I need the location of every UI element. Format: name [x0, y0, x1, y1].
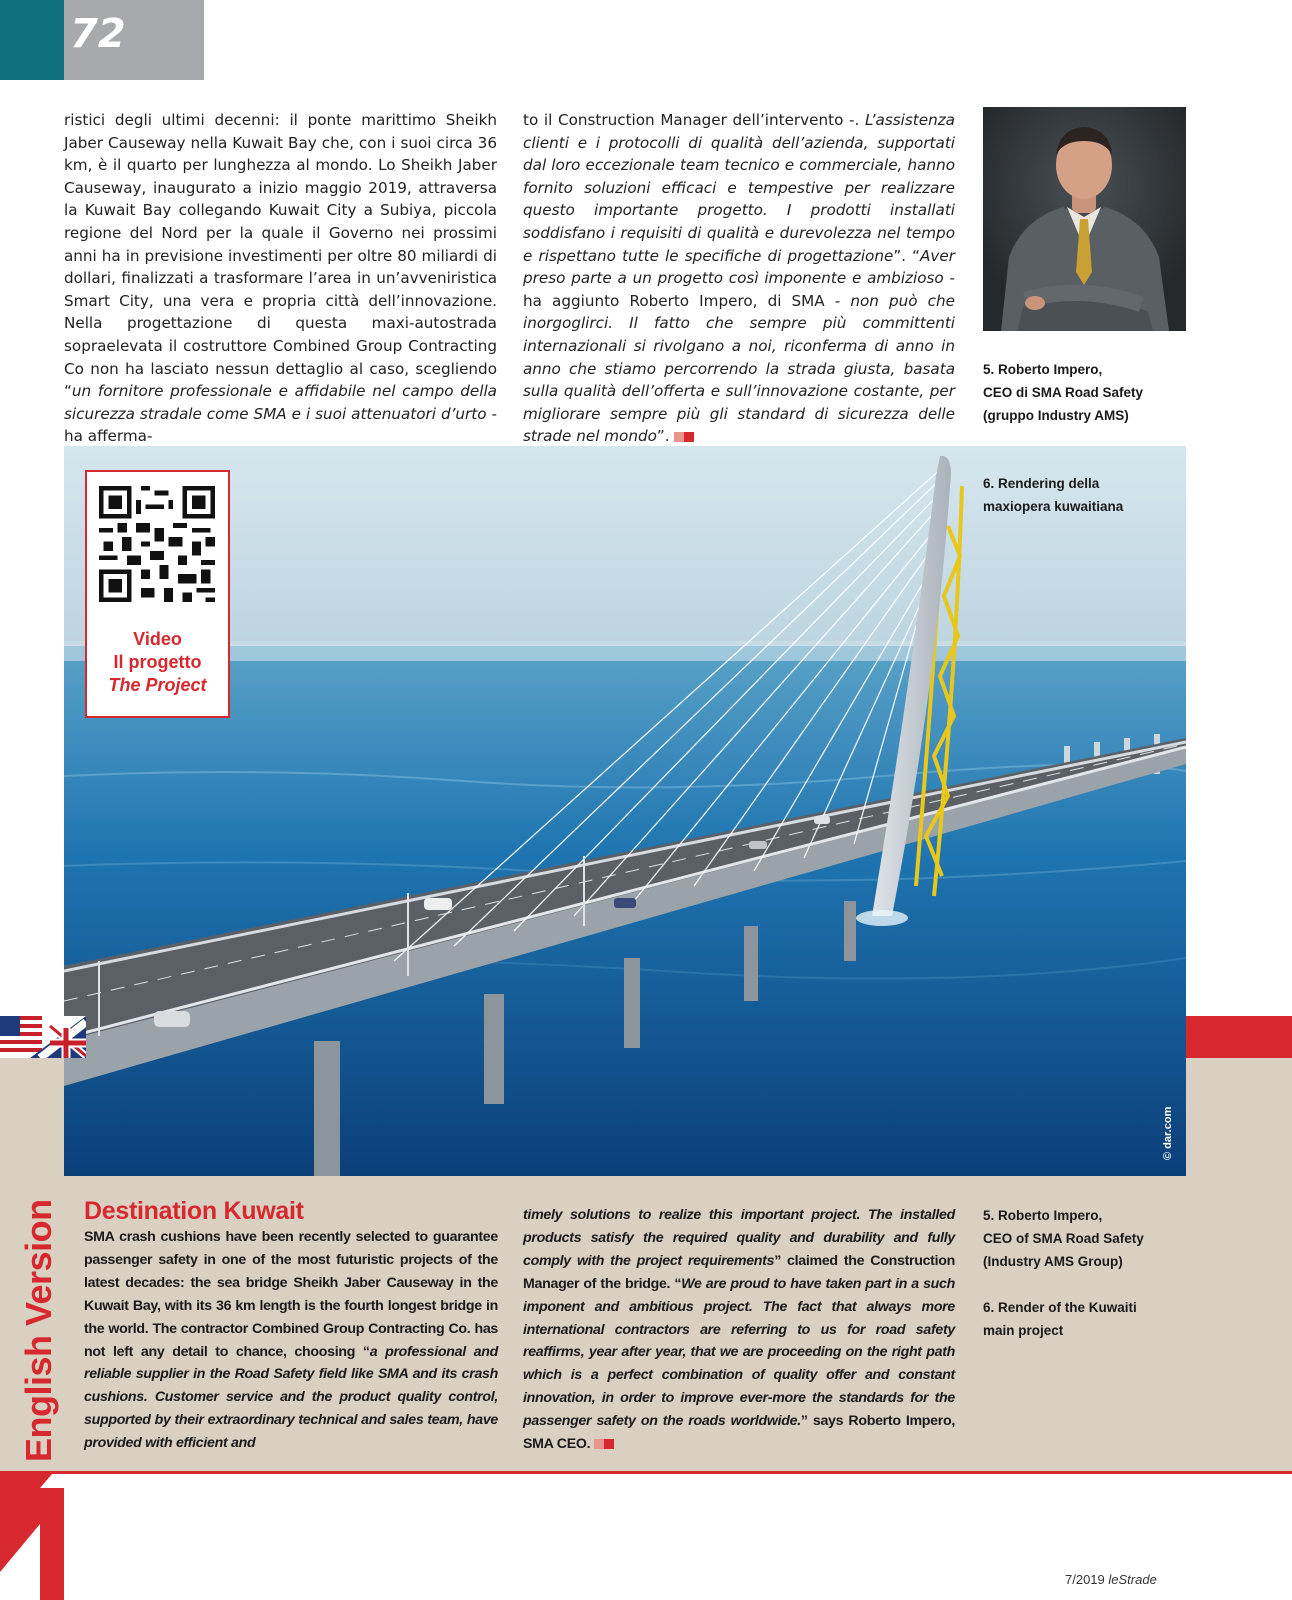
end-of-article-mark	[594, 1439, 604, 1449]
text-run: - ha aggiunto Roberto Impero, di SMA -	[523, 269, 955, 310]
quote-run: un fornitore professionale e affidabile nel campo della sicurezza stradale come SMA e i suoi attenuatori d’urto	[64, 382, 497, 423]
bridge-illustration	[64, 446, 1186, 1176]
caption-line: (gruppo Industry AMS)	[983, 408, 1129, 423]
english-flag-icon	[0, 1016, 86, 1058]
bridge-rendering-image	[64, 446, 1186, 1176]
red-divider-line	[0, 1471, 1292, 1474]
caption-image-6-english	[983, 1296, 1183, 1342]
english-text-column-1	[84, 1226, 498, 1455]
caption-line: (Industry AMS Group)	[983, 1254, 1123, 1269]
italian-paragraph-1	[64, 109, 497, 448]
caption-line: main project	[983, 1323, 1064, 1338]
italian-paragraph-2	[523, 109, 955, 448]
corner-arrow-icon	[0, 1474, 64, 1600]
english-paragraph-2	[523, 1204, 955, 1456]
caption-line: CEO di SMA Road Safety	[983, 385, 1144, 400]
text-run: ristici degli ultimi decenni: il ponte marittimo Sheikh Jaber Causeway nella Kuwait Bay che, con i suoi circa 36 km, è il quarto per lunghezza al mondo. Lo Sheikh Jaber Causeway, inaugurato a inizio maggio 2019, attraversa la Kuwait Bay collegando Kuwait City a Subiya, piccola regione del Nord per la quale il Governo nei prossimi anni ha in previsione investimenti per oltre 80 miliardi di dollari, finalizzati a trasformare l’area in un’avveniristica Smart City, una vera e propria città dell’innovazione. Nella progettazione di questa maxi-autostrada sopraelevata il costruttore Combined Group Contracting Co non ha lasciato nessun dettaglio al caso, scegliendo “	[64, 111, 497, 401]
caption-line: 5. Roberto Impero,	[983, 362, 1103, 377]
video-label-line: Il progetto	[113, 652, 202, 672]
caption-line: CEO of SMA Road Safety	[983, 1231, 1144, 1246]
page-folio	[1065, 1572, 1157, 1587]
text-run: ”. “	[893, 246, 921, 265]
portrait-photo	[983, 107, 1186, 331]
quote-run: We are proud to have taken part in a such imponent and ambitious project. The fact that always more international contractors are referring to us for road safety reaffirms, year after year, that we are proceeding on the right path which is a perfect combination of quality offer and constant innovation, in order to improve ever-more the standards for the passenger safety on the roads worldwide.	[523, 1275, 955, 1430]
caption-photo-5-italian	[983, 358, 1183, 427]
quote-run: Aver preso parte a un progetto così imponente e ambizioso	[523, 246, 955, 288]
english-captions	[983, 1204, 1183, 1365]
video-label[interactable]	[87, 628, 228, 697]
issue-number: 7/2019	[1065, 1572, 1109, 1587]
quote-run: non può che inorgoglirci. Il fatto che sempre più committenti internazionali si rivolgano a noi, riconferma di anno in anno che stiamo percorrendo la strada giusta, basata sulla qualità dell’offerta e sull’innovazione costante, per migliorare sempre più gli standard di sicurezza delle strade nel mondo	[523, 291, 956, 446]
video-label-line: Video	[133, 629, 182, 649]
video-qr-box[interactable]	[85, 470, 230, 718]
photo-credit: © dar.com	[1162, 1106, 1174, 1160]
caption-line: 5. Roberto Impero,	[983, 1208, 1103, 1223]
english-version-label: English Version	[18, 1199, 59, 1462]
caption-line: 6. Rendering della	[983, 476, 1100, 491]
text-run: ”.	[656, 427, 670, 446]
caption-image-6-italian	[983, 472, 1183, 518]
quote-run: timely solutions to realize this important project. The installed products satisfy the required quality and durability and fully comply with the project requirements	[523, 1207, 955, 1269]
caption-line: maxiopera kuwaitiana	[983, 499, 1124, 514]
text-run: - ha afferma-	[64, 404, 497, 446]
english-text-column-2	[523, 1204, 955, 1456]
text-run: ” claimed the Construction Manager of the bridge. “	[523, 1252, 955, 1292]
text-run: SMA crash cushions have been recently selected to guarantee passenger safety in one of the most futuristic projects of the latest decades: the sea bridge Sheikh Jaber Causeway in the Kuwait Bay, with its 36 km length is the fourth longest bridge in the world. The contractor Combined Group Contracting Co. has not left any detail to chance, choosing “	[84, 1229, 498, 1360]
red-accent-band	[1186, 1016, 1292, 1058]
caption-photo-5-english	[983, 1204, 1183, 1273]
magazine-name: leStrade	[1108, 1572, 1157, 1587]
page-tab-accent	[0, 0, 64, 80]
quote-run: a professional and reliable supplier in the Road Safety field like SMA and its crash cushions. Customer service and the product quality control, supported by their extraordinary technical and sales team, have provided with efficient and	[84, 1343, 498, 1452]
text-run: ” says Roberto Impero, SMA CEO.	[523, 1413, 955, 1453]
end-of-article-mark	[674, 432, 684, 442]
portrait-illustration	[983, 107, 1186, 331]
italian-text-column-2	[523, 109, 955, 448]
english-heading: Destination Kuwait	[84, 1197, 304, 1225]
page-number: 72	[70, 11, 126, 57]
quote-run: L’assistenza clienti e i protocolli di qualità dell’azienda, supportati dal loro eccezionale team tecnico e commerciale, hanno fornito soluzioni efficaci e tempestive per realizzare questo importante progetto. I prodotti installati soddisfano i requisiti di qualità e durevolezza nel tempo e rispettano tutte le specifiche di progettazione	[523, 111, 955, 265]
qr-code-icon[interactable]	[99, 486, 215, 602]
text-run: to il Construction Manager dell’intervento -.	[523, 111, 865, 129]
italian-text-column-1	[64, 109, 497, 448]
video-label-line: The Project	[108, 675, 207, 695]
caption-line: 6. Render of the Kuwaiti	[983, 1300, 1137, 1315]
english-paragraph-1	[84, 1226, 498, 1455]
